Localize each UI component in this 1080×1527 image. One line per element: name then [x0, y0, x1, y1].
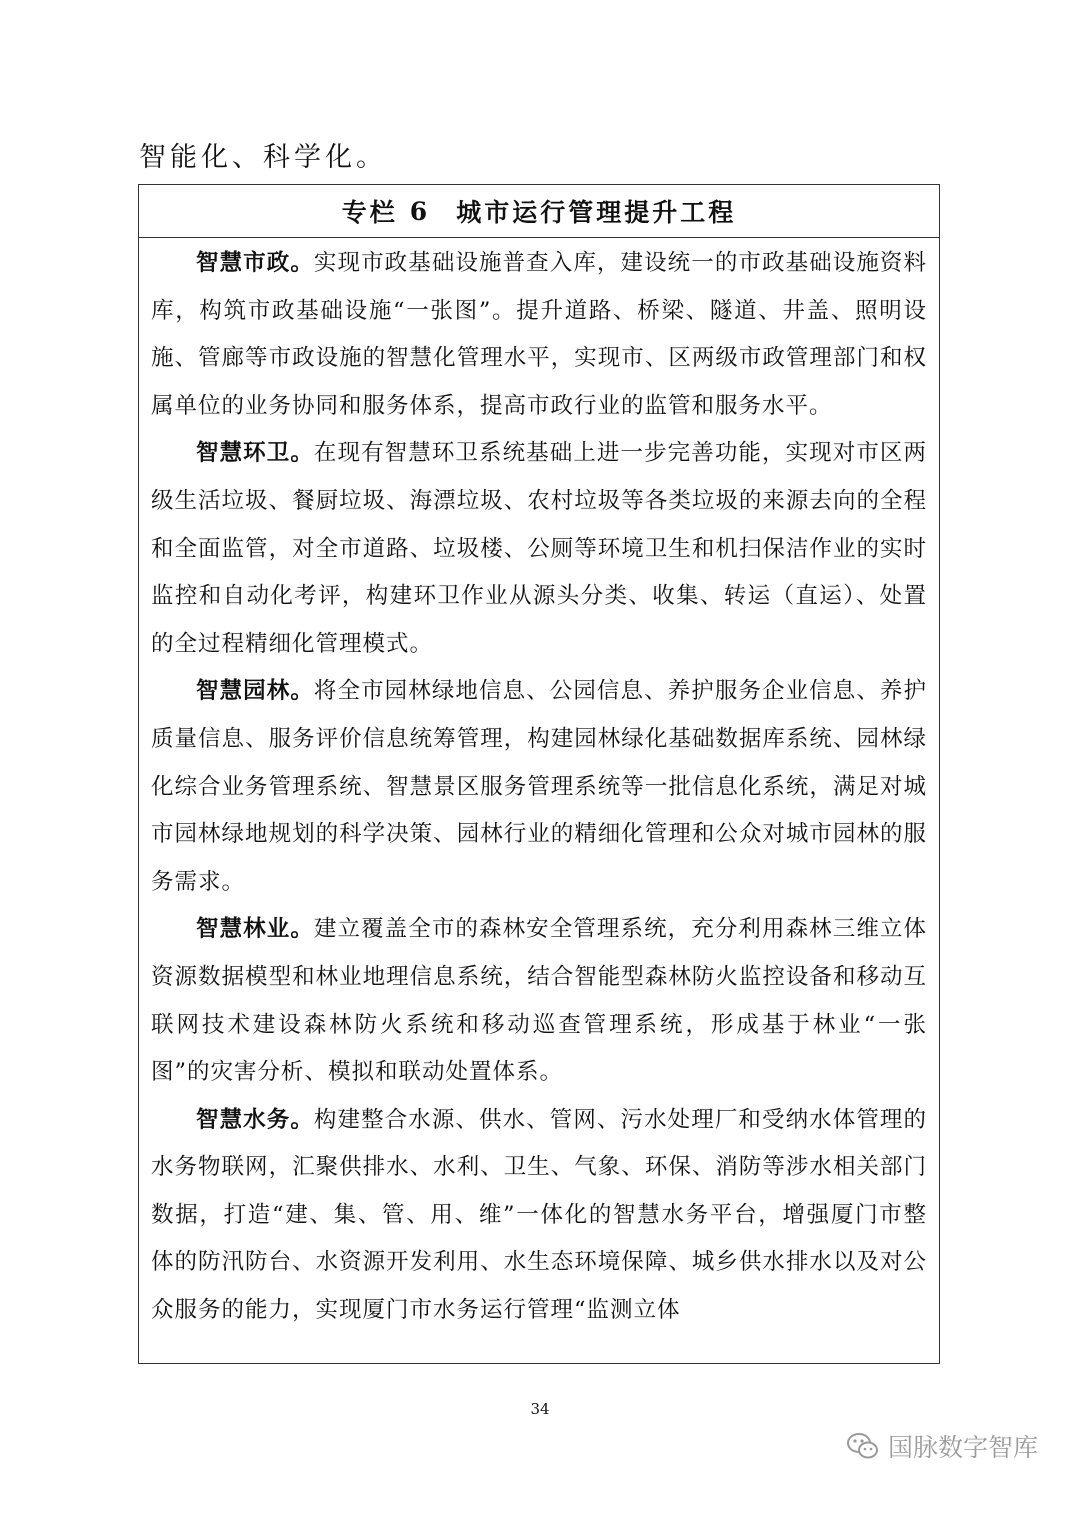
paragraph-heading: 智慧环卫。	[196, 440, 314, 467]
paragraph-text: 建立覆盖全市的森林安全管理系统，充分利用森林三维立体资源数据模型和林业地理信息系统，结合智能型森林防火监控设备和移动互联网技术建设森林防火系统和移动巡查管理系统，形成基于林业“一张图”的灾害分析、模拟和联动处置体系。	[151, 916, 927, 1086]
column-title-prefix: 专栏	[341, 198, 398, 227]
page-number: 34	[530, 1400, 550, 1418]
paragraph-text: 构建整合水源、供水、管网、污水处理厂和受纳水体管理的水务物联网，汇聚供排水、水利、卫生、气象、环保、消防等涉水相关部门数据，打造“建、集、管、用、维”一体化的智慧水务平台，增强厦门市整体的防汛防台、水资源开发利用、水生态环境保障、城乡供水排水以及对公众服务的能力，实现厦门市水务运行管理“监测立体	[151, 1106, 927, 1324]
column-body	[139, 238, 939, 1335]
paragraph-text: 实现市政基础设施普查入库，建设统一的市政基础设施资料库，构筑市政基础设施“一张图”。提升道路、桥梁、隧道、井盖、照明设施、管廊等市政设施的智慧化管理水平，实现市、区两级市政管理部门和权属单位的业务协同和服务体系，提高市政行业的监管和服务水平。	[151, 250, 927, 419]
watermark-text: 国脉数字智库	[888, 1433, 1039, 1462]
column-title-bar	[139, 185, 939, 238]
wechat-icon	[846, 1431, 880, 1461]
paragraph-heading: 智慧园林。	[196, 678, 314, 705]
paragraph-smart-municipal	[151, 240, 927, 430]
paragraph-text: 在现有智慧环卫系统基础上进一步完善功能，实现对市区两级生活垃圾、餐厨垃圾、海漂垃圾、农村垃圾等各类垃圾的来源去向的全程和全面监管，对全市道路、垃圾楼、公厕等环境卫生和机扫保洁作业的实时监控和自动化考评，构建环卫作业从源头分类、收集、转运（直运）、处置的全过程精细化管理模式。	[151, 440, 927, 657]
paragraph-heading: 智慧水务。	[196, 1106, 314, 1133]
intro-text: 智能化、科学化。	[139, 142, 387, 173]
column-title-number: 6	[409, 196, 431, 226]
paragraph-smart-gardens	[151, 668, 927, 906]
column-box	[138, 184, 940, 1364]
watermark	[846, 1428, 1038, 1464]
paragraph-heading: 智慧市政。	[196, 250, 314, 276]
paragraph-heading: 智慧林业。	[196, 916, 314, 943]
paragraph-smart-water	[151, 1097, 927, 1335]
paragraph-smart-forestry	[151, 906, 927, 1096]
paragraph-text: 将全市园林绿地信息、公园信息、养护服务企业信息、养护质量信息、服务评价信息统筹管理，构建园林绿化基础数据库系统、园林绿化综合业务管理系统、智慧景区服务管理系统等一批信息化系统，满足对城市园林绿地规划的科学决策、园林行业的精细化管理和公众对城市园林的服务需求。	[151, 678, 927, 895]
paragraph-smart-sanitation	[151, 430, 927, 668]
column-title: 城市运行管理提升工程	[456, 198, 737, 227]
